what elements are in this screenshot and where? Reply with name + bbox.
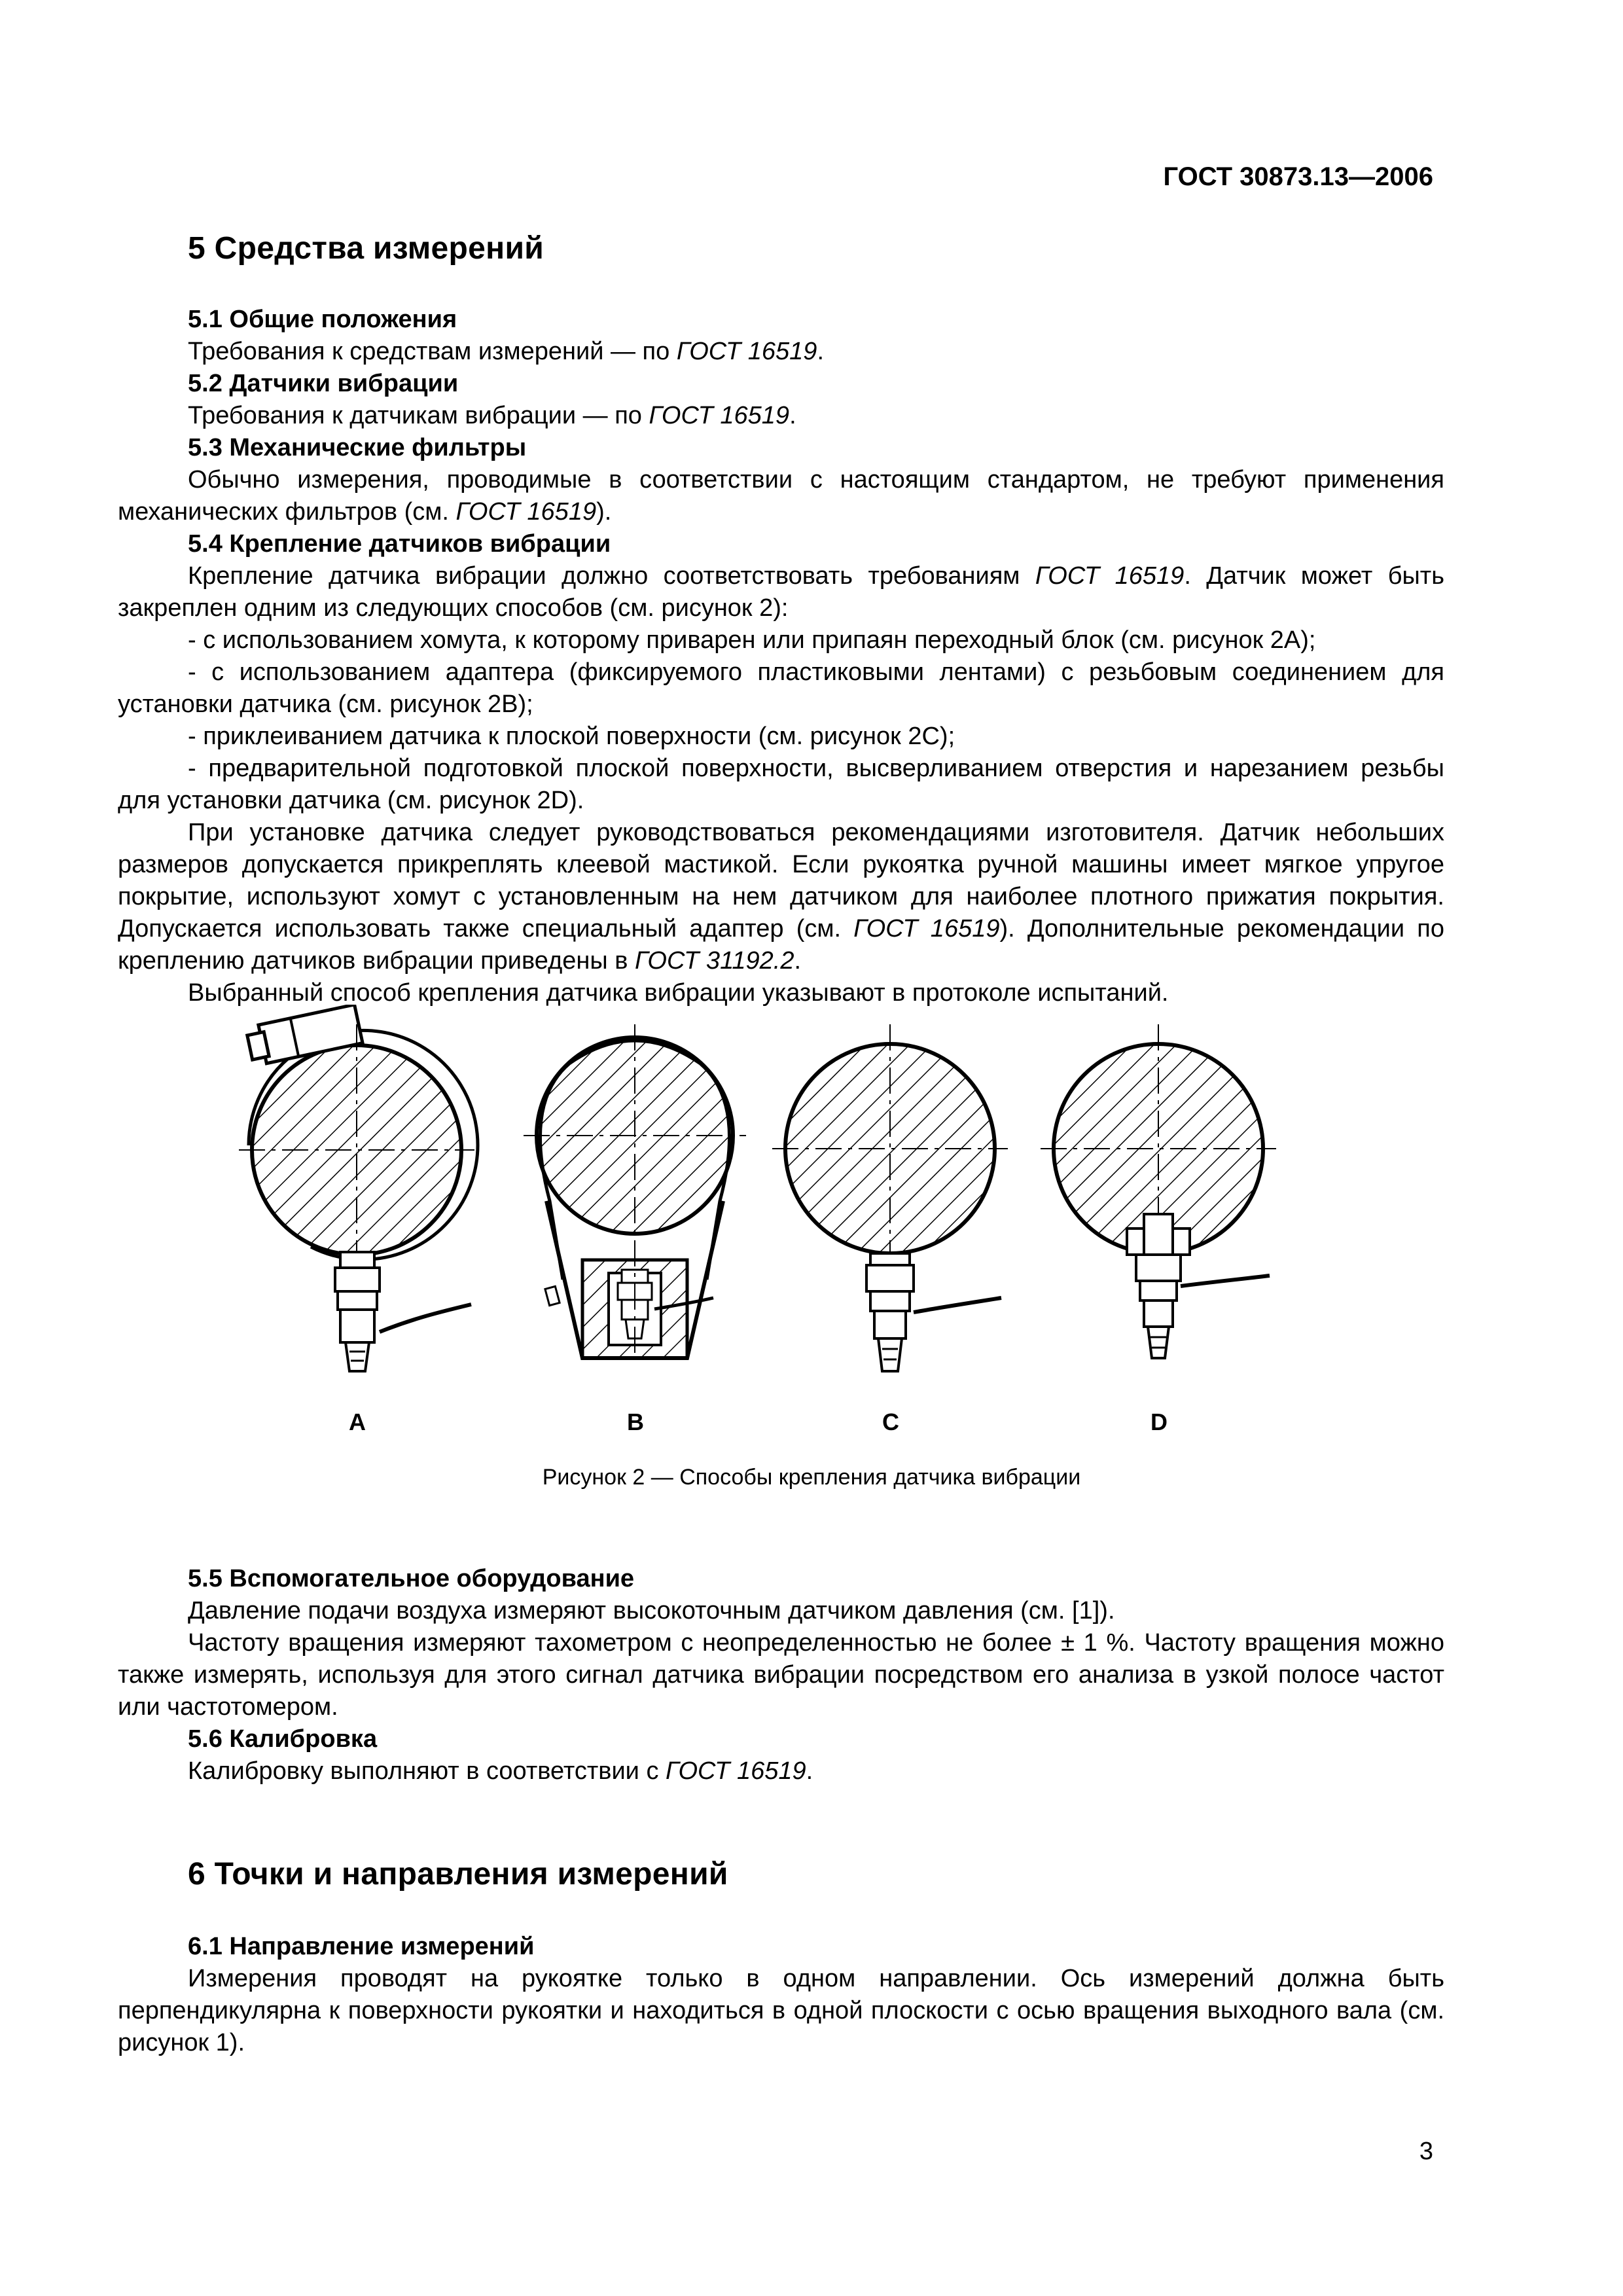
figure-2-drawing: [216, 1005, 1329, 1410]
list-item: - с использованием адаптера (фиксируемого пластиковыми лентами) с резьбовым соединением для установки датчика (см. рисунок 2В);: [118, 658, 1444, 718]
mount-variant-c: [772, 1024, 1008, 1371]
subsection-5-4-title: 5.4 Крепление датчиков вибрации: [188, 530, 611, 558]
subsection-5-3-title: 5.3 Механические фильтры: [188, 434, 527, 461]
subsection-5-1-text: Требования к средствам измерений — по ГОСТ 16519.: [188, 338, 824, 365]
section-5-body: [118, 304, 1444, 1009]
figure-label-c: C: [882, 1408, 899, 1435]
subsection-5-2-text: Требования к датчикам вибрации — по ГОСТ 16519.: [188, 402, 796, 429]
subsection-5-6-text: Калибровку выполняют в соответствии с ГОСТ 16519.: [188, 1757, 813, 1785]
figure-caption: Рисунок 2 — Способы крепления датчика вибрации: [542, 1465, 1081, 1490]
section-6-heading: 6 Точки и направления измерений: [188, 1857, 728, 1892]
figure-label-a: A: [349, 1408, 366, 1435]
subsection-5-5-text-1: Давление подачи воздуха измеряют высокоточным датчиком давления (см. [1]).: [188, 1597, 1115, 1624]
mount-variant-b: [524, 1024, 746, 1358]
list-item: - предварительной подготовкой плоской поверхности, высверливанием отверстия и нарезанием резьбы для установки датчика (см. рисунок 2D).: [118, 755, 1444, 814]
subsection-5-4-paragraph: При установке датчика следует руководствоваться рекомендациями изготовителя. Датчик небольших размеров допускается прикреплять клеевой мастикой. Если рукоятка ручной машины имеет мягкое упругое покрытие, используют хомут с установленным на нем датчиком для наиболее плотного прижатия покрытия. Допускается использовать также специальный адаптер (см. ГОСТ 16519). Дополнительные рекомендации по креплению датчиков вибрации приведены в ГОСТ 31192.2.: [118, 819, 1444, 975]
subsection-5-4-last: Выбранный способ крепления датчика вибрации указывают в протоколе испытаний.: [188, 979, 1169, 1007]
subsection-5-1-title: 5.1 Общие положения: [188, 306, 457, 333]
list-item: - приклеиванием датчика к плоской поверхности (см. рисунок 2С);: [188, 723, 955, 750]
subsection-5-3-text: Обычно измерения, проводимые в соответствии с настоящим стандартом, не требуют применения механических фильтров (см. ГОСТ 16519).: [118, 466, 1444, 526]
document-code: ГОСТ 30873.13—2006: [1163, 162, 1433, 191]
page-number: 3: [1419, 2138, 1433, 2165]
section-5-heading: 5 Средства измерений: [188, 231, 544, 266]
mount-variant-d: [1041, 1024, 1276, 1358]
section-6-body: [118, 1931, 1444, 2059]
mount-variant-a: [239, 1005, 478, 1371]
subsection-5-6-title: 5.6 Калибровка: [188, 1725, 378, 1753]
subsection-5-5-text-2: Частоту вращения измеряют тахометром с неопределенностью не более ± 1 %. Частоту вращения можно также измерять, используя для этого сигнал датчика вибрации посредством его анализа в узкой полосе частот или частотомером.: [118, 1629, 1444, 1721]
subsection-6-1-title: 6.1 Направление измерений: [188, 1933, 535, 1960]
subsection-5-4-intro: Крепление датчика вибрации должно соответствовать требованиям ГОСТ 16519. Датчик может быть закреплен одним из следующих способов (см. рисунок 2):: [118, 562, 1445, 622]
section-5-continued: [118, 1563, 1444, 1787]
subsection-6-1-text: Измерения проводят на рукоятке только в одном направлении. Ось измерений должна быть перпендикулярна к поверхности рукоятки и находиться в одной плоскости с осью вращения выходного вала (см. рисунок 1).: [118, 1965, 1444, 2056]
figure-label-d: D: [1150, 1408, 1168, 1435]
list-item: - с использованием хомута, к которому приварен или припаян переходный блок (см. рисунок 2А);: [188, 626, 1316, 654]
subsection-5-2-title: 5.2 Датчики вибрации: [188, 370, 459, 397]
figure-label-b: B: [627, 1408, 644, 1435]
subsection-5-5-title: 5.5 Вспомогательное оборудование: [188, 1565, 635, 1592]
